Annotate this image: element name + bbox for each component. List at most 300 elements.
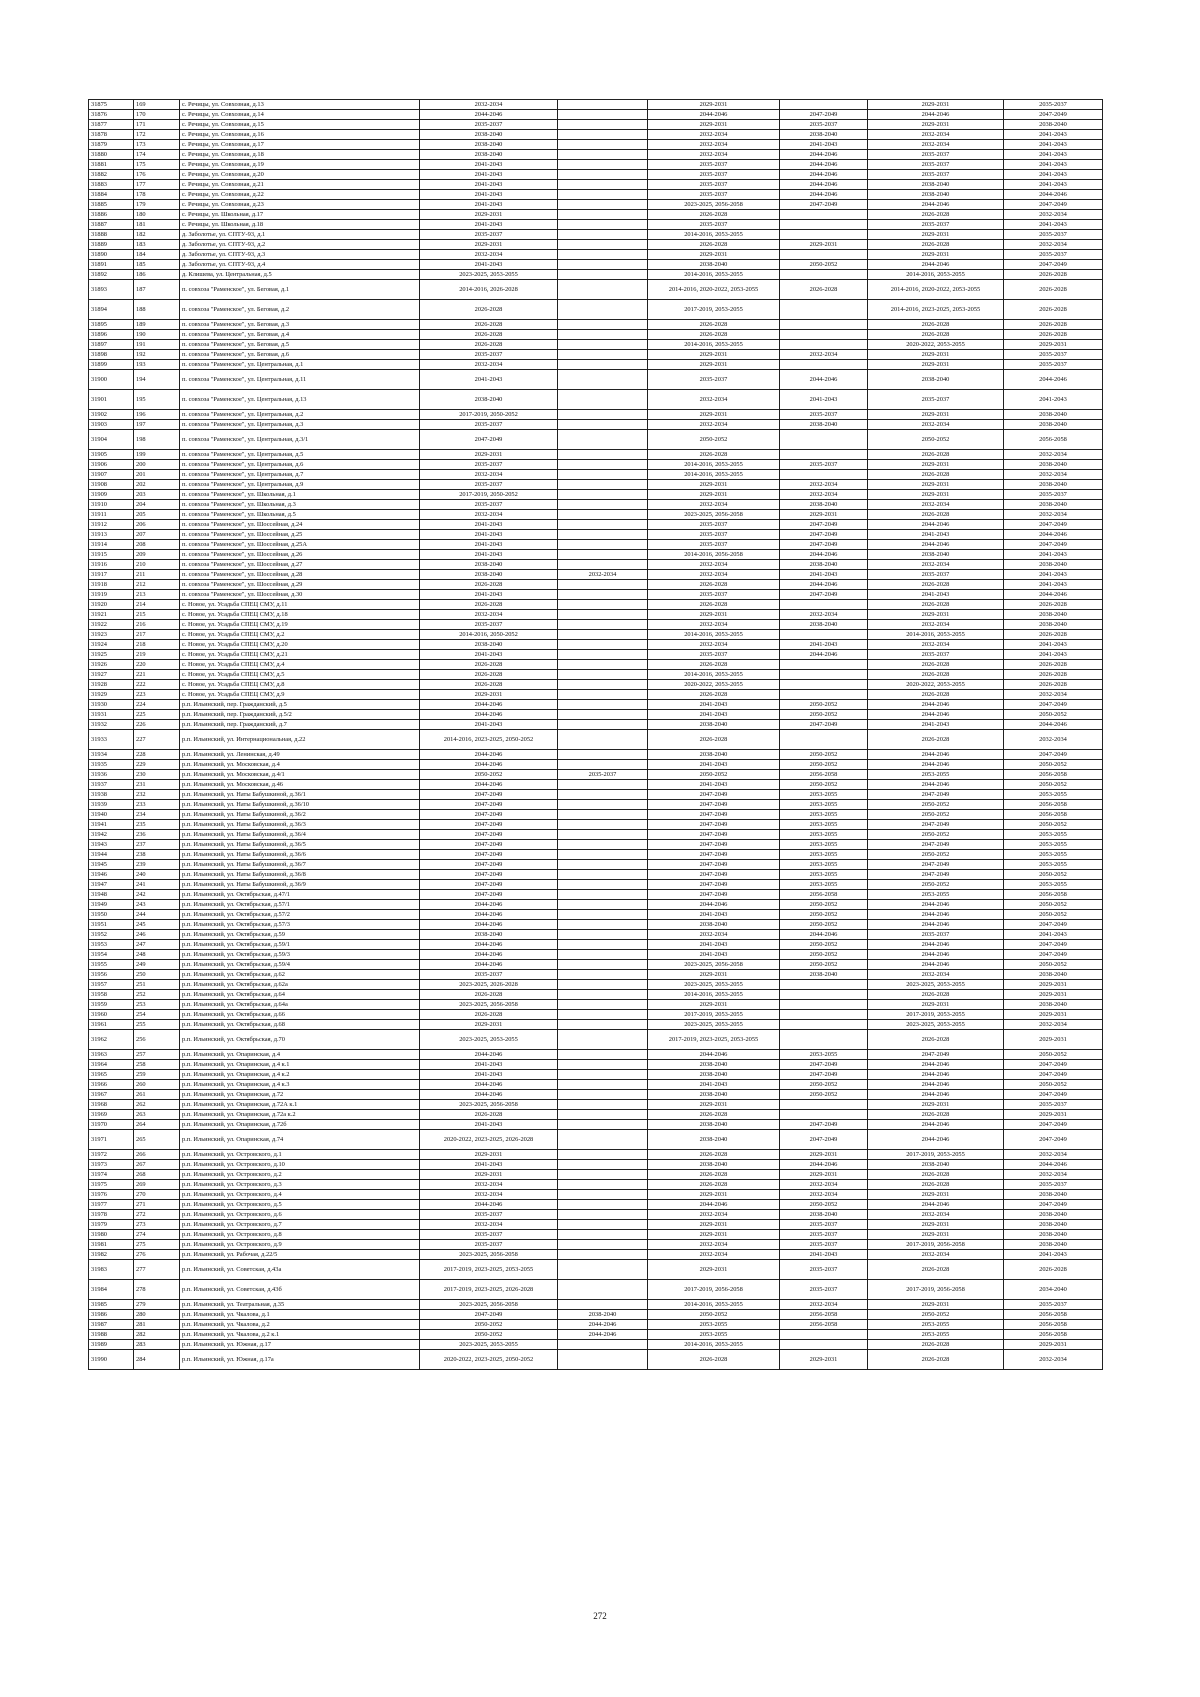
table-row — [89, 110, 1103, 120]
cell-period-3: 2041-2043 — [648, 710, 780, 720]
cell-period-1: 2026-2028 — [420, 300, 558, 320]
cell-address: п. совхоза "Раменское", ул. Шоссейная, д.29 — [180, 580, 420, 590]
cell-row-id: 31977 — [89, 1200, 134, 1210]
cell-address: р.п. Ильинский, пер. Гражданский, д.7 — [180, 720, 420, 730]
cell-period-2 — [558, 460, 648, 470]
cell-period-3: 2017-2019, 2023-2025, 2053-2055 — [648, 1030, 780, 1050]
cell-period-4 — [780, 1110, 868, 1120]
cell-period-2 — [558, 800, 648, 810]
cell-period-5: 2047-2049 — [868, 790, 1004, 800]
table-row — [89, 1050, 1103, 1060]
cell-period-1: 2041-2043 — [420, 220, 558, 230]
cell-period-6: 2053-2055 — [1004, 830, 1103, 840]
cell-address: п. совхоза "Раменское", ул. Школьная, д.1 — [180, 490, 420, 500]
cell-period-5: 2017-2019, 2056-2058 — [868, 1280, 1004, 1300]
cell-row-id: 31937 — [89, 780, 134, 790]
cell-row-id: 31958 — [89, 990, 134, 1000]
cell-period-2: 2035-2037 — [558, 770, 648, 780]
cell-period-6: 2038-2040 — [1004, 610, 1103, 620]
cell-row-id: 31876 — [89, 110, 134, 120]
cell-period-6: 2038-2040 — [1004, 460, 1103, 470]
cell-period-5: 2029-2031 — [868, 490, 1004, 500]
cell-period-1: 2044-2046 — [420, 900, 558, 910]
cell-item-number: 276 — [134, 1250, 180, 1260]
cell-row-id: 31976 — [89, 1190, 134, 1200]
cell-period-5: 2029-2031 — [868, 350, 1004, 360]
cell-address: п. совхоза "Раменское", ул. Центральная, д.11 — [180, 370, 420, 390]
cell-period-3: 2044-2046 — [648, 900, 780, 910]
cell-period-5: 2050-2052 — [868, 830, 1004, 840]
cell-period-5: 2038-2040 — [868, 1160, 1004, 1170]
cell-period-2 — [558, 1200, 648, 1210]
table-row — [89, 970, 1103, 980]
cell-period-1: 2017-2019, 2023-2025, 2053-2055 — [420, 1260, 558, 1280]
cell-item-number: 270 — [134, 1190, 180, 1200]
cell-row-id: 31938 — [89, 790, 134, 800]
cell-item-number: 261 — [134, 1090, 180, 1100]
cell-period-2 — [558, 980, 648, 990]
cell-period-3: 2047-2049 — [648, 820, 780, 830]
cell-period-2 — [558, 350, 648, 360]
cell-period-6: 2035-2037 — [1004, 250, 1103, 260]
cell-period-3: 2023-2025, 2056-2058 — [648, 200, 780, 210]
cell-period-1: 2047-2049 — [420, 880, 558, 890]
cell-period-1: 2044-2046 — [420, 750, 558, 760]
cell-item-number: 217 — [134, 630, 180, 640]
cell-item-number: 180 — [134, 210, 180, 220]
cell-period-3: 2032-2034 — [648, 420, 780, 430]
cell-period-5: 2050-2052 — [868, 1310, 1004, 1320]
table-row — [89, 390, 1103, 410]
table-row — [89, 840, 1103, 850]
cell-address: п. совхоза "Раменское", ул. Центральная, д.2 — [180, 410, 420, 420]
cell-period-2 — [558, 230, 648, 240]
cell-row-id: 31883 — [89, 180, 134, 190]
cell-address: п. совхоза "Раменское", ул. Шоссейная, д.26 — [180, 550, 420, 560]
cell-period-3: 2029-2031 — [648, 610, 780, 620]
cell-period-1: 2041-2043 — [420, 200, 558, 210]
cell-period-4: 2038-2040 — [780, 500, 868, 510]
cell-period-4: 2044-2046 — [780, 160, 868, 170]
cell-item-number: 279 — [134, 1300, 180, 1310]
cell-address: р.п. Ильинский, ул. Островского, д.6 — [180, 1210, 420, 1220]
cell-item-number: 198 — [134, 430, 180, 450]
cell-period-5: 2029-2031 — [868, 1230, 1004, 1240]
cell-period-3: 2029-2031 — [648, 970, 780, 980]
cell-period-2 — [558, 1070, 648, 1080]
cell-period-4: 2050-2052 — [780, 700, 868, 710]
cell-period-6: 2026-2028 — [1004, 1260, 1103, 1280]
cell-row-id: 31934 — [89, 750, 134, 760]
cell-period-3: 2038-2040 — [648, 1070, 780, 1080]
cell-period-5: 2047-2049 — [868, 1050, 1004, 1060]
cell-period-6: 2035-2037 — [1004, 1180, 1103, 1190]
cell-period-1: 2047-2049 — [420, 810, 558, 820]
cell-period-2 — [558, 1150, 648, 1160]
cell-period-6: 2041-2043 — [1004, 220, 1103, 230]
cell-period-3: 2038-2040 — [648, 1130, 780, 1150]
cell-period-1: 2020-2022, 2023-2025, 2050-2052 — [420, 1350, 558, 1370]
cell-period-6: 2050-2052 — [1004, 780, 1103, 790]
cell-item-number: 209 — [134, 550, 180, 560]
cell-item-number: 236 — [134, 830, 180, 840]
cell-period-4: 2038-2040 — [780, 130, 868, 140]
cell-period-2 — [558, 640, 648, 650]
cell-period-4: 2041-2043 — [780, 640, 868, 650]
cell-period-1: 2038-2040 — [420, 640, 558, 650]
cell-period-6: 2032-2034 — [1004, 690, 1103, 700]
cell-item-number: 212 — [134, 580, 180, 590]
cell-address: д. Клишева, ул. Центральная, д.5 — [180, 270, 420, 280]
cell-period-5: 2044-2046 — [868, 910, 1004, 920]
cell-period-5: 2053-2055 — [868, 1320, 1004, 1330]
cell-period-5: 2038-2040 — [868, 550, 1004, 560]
cell-address: с. Речицы, ул. Совхозная, д.16 — [180, 130, 420, 140]
cell-row-id: 31952 — [89, 930, 134, 940]
cell-address: с. Речицы, ул. Совхозная, д.23 — [180, 200, 420, 210]
cell-period-4: 2044-2046 — [780, 370, 868, 390]
cell-period-1: 2041-2043 — [420, 1120, 558, 1130]
cell-address: р.п. Ильинский, ул. Октябрьская, д.64 — [180, 990, 420, 1000]
cell-period-3: 2038-2040 — [648, 260, 780, 270]
cell-address: р.п. Ильинский, ул. Чкалова, д.2 к.1 — [180, 1330, 420, 1340]
cell-period-4: 2032-2034 — [780, 1190, 868, 1200]
cell-period-5: 2026-2028 — [868, 1180, 1004, 1190]
cell-item-number: 237 — [134, 840, 180, 850]
cell-row-id: 31896 — [89, 330, 134, 340]
table-row — [89, 430, 1103, 450]
cell-period-1: 2026-2028 — [420, 330, 558, 340]
cell-item-number: 239 — [134, 860, 180, 870]
cell-period-3: 2029-2031 — [648, 100, 780, 110]
cell-address: р.п. Ильинский, ул. Южная, д.17а — [180, 1350, 420, 1370]
cell-row-id: 31967 — [89, 1090, 134, 1100]
cell-address: п. совхоза "Раменское", ул. Центральная, д.3/1 — [180, 430, 420, 450]
table-row — [89, 1230, 1103, 1240]
cell-row-id: 31892 — [89, 270, 134, 280]
cell-row-id: 31891 — [89, 260, 134, 270]
cell-period-5: 2026-2028 — [868, 320, 1004, 330]
cell-address: п. совхоза "Раменское", ул. Центральная, д.5 — [180, 450, 420, 460]
cell-period-4: 2050-2052 — [780, 910, 868, 920]
cell-period-6: 2038-2040 — [1004, 1000, 1103, 1010]
cell-address: с. Новое, ул. Усадьба СПЕЦ СМУ, д.9 — [180, 690, 420, 700]
cell-period-1: 2044-2046 — [420, 1090, 558, 1100]
cell-address: д. Заболотье, ул. СПТУ-93, д.3 — [180, 250, 420, 260]
cell-period-4: 2038-2040 — [780, 560, 868, 570]
housing-repair-schedule-table — [88, 99, 1103, 1370]
cell-period-2 — [558, 670, 648, 680]
cell-row-id: 31986 — [89, 1310, 134, 1320]
cell-address: р.п. Ильинский, ул. Опаринская, д.72А к.1 — [180, 1100, 420, 1110]
cell-address: с. Речицы, ул. Совхозная, д.20 — [180, 170, 420, 180]
table-row — [89, 820, 1103, 830]
cell-period-1: 2041-2043 — [420, 190, 558, 200]
cell-period-5: 2017-2019, 2056-2058 — [868, 1240, 1004, 1250]
table-row — [89, 500, 1103, 510]
cell-period-2 — [558, 940, 648, 950]
cell-period-4 — [780, 360, 868, 370]
cell-address: п. совхоза "Раменское", ул. Беговая, д.6 — [180, 350, 420, 360]
table-row — [89, 1210, 1103, 1220]
cell-period-3: 2032-2034 — [648, 500, 780, 510]
table-row — [89, 890, 1103, 900]
cell-period-1: 2044-2046 — [420, 960, 558, 970]
cell-period-1: 2041-2043 — [420, 650, 558, 660]
cell-item-number: 246 — [134, 930, 180, 940]
cell-period-6: 2050-2052 — [1004, 870, 1103, 880]
cell-period-4: 2044-2046 — [780, 1160, 868, 1170]
cell-period-5: 2029-2031 — [868, 360, 1004, 370]
cell-item-number: 177 — [134, 180, 180, 190]
cell-period-4 — [780, 320, 868, 330]
cell-period-3: 2047-2049 — [648, 880, 780, 890]
cell-period-5: 2044-2046 — [868, 780, 1004, 790]
cell-period-3: 2032-2034 — [648, 140, 780, 150]
cell-period-6: 2032-2034 — [1004, 730, 1103, 750]
cell-period-1: 2041-2043 — [420, 1070, 558, 1080]
cell-period-2 — [558, 410, 648, 420]
cell-item-number: 241 — [134, 880, 180, 890]
cell-row-id: 31924 — [89, 640, 134, 650]
cell-address: р.п. Ильинский, ул. Октябрьская, д.64а — [180, 1000, 420, 1010]
cell-period-3: 2026-2028 — [648, 1170, 780, 1180]
cell-period-6: 2035-2037 — [1004, 100, 1103, 110]
cell-row-id: 31912 — [89, 520, 134, 530]
cell-period-1: 2029-2031 — [420, 1170, 558, 1180]
cell-period-2 — [558, 490, 648, 500]
cell-item-number: 252 — [134, 990, 180, 1000]
cell-period-6: 2044-2046 — [1004, 1160, 1103, 1170]
cell-address: р.п. Ильинский, ул. Октябрьская, д.59/3 — [180, 950, 420, 960]
cell-period-3: 2026-2028 — [648, 320, 780, 330]
table-body — [89, 100, 1103, 1370]
cell-period-4: 2053-2055 — [780, 820, 868, 830]
cell-period-6: 2026-2028 — [1004, 270, 1103, 280]
cell-row-id: 31965 — [89, 1070, 134, 1080]
cell-period-2 — [558, 590, 648, 600]
cell-item-number: 238 — [134, 850, 180, 860]
cell-period-1: 2041-2043 — [420, 520, 558, 530]
cell-period-3: 2044-2046 — [648, 1200, 780, 1210]
cell-period-2 — [558, 730, 648, 750]
table-row — [89, 1100, 1103, 1110]
cell-period-4 — [780, 450, 868, 460]
table-row — [89, 1340, 1103, 1350]
cell-period-6: 2044-2046 — [1004, 590, 1103, 600]
cell-period-1: 2026-2028 — [420, 580, 558, 590]
cell-period-2 — [558, 1060, 648, 1070]
cell-address: р.п. Ильинский, ул. Октябрьская, д.59 — [180, 930, 420, 940]
cell-period-5: 2035-2037 — [868, 390, 1004, 410]
cell-row-id: 31961 — [89, 1020, 134, 1030]
cell-period-5: 2035-2037 — [868, 930, 1004, 940]
cell-period-2 — [558, 780, 648, 790]
cell-item-number: 235 — [134, 820, 180, 830]
cell-period-4: 2056-2058 — [780, 1310, 868, 1320]
cell-period-1: 2029-2031 — [420, 210, 558, 220]
cell-period-5: 2044-2046 — [868, 700, 1004, 710]
cell-row-id: 31987 — [89, 1320, 134, 1330]
cell-item-number: 178 — [134, 190, 180, 200]
cell-period-1: 2035-2037 — [420, 350, 558, 360]
cell-period-2 — [558, 210, 648, 220]
cell-period-6: 2026-2028 — [1004, 600, 1103, 610]
cell-period-4: 2044-2046 — [780, 190, 868, 200]
cell-row-id: 31903 — [89, 420, 134, 430]
cell-period-1: 2041-2043 — [420, 1160, 558, 1170]
cell-period-3: 2044-2046 — [648, 1050, 780, 1060]
cell-period-6: 2041-2043 — [1004, 160, 1103, 170]
cell-item-number: 264 — [134, 1120, 180, 1130]
cell-period-5: 2035-2037 — [868, 220, 1004, 230]
cell-row-id: 31875 — [89, 100, 134, 110]
table-row — [89, 680, 1103, 690]
cell-period-1: 2047-2049 — [420, 860, 558, 870]
cell-address: п. совхоза "Раменское", ул. Беговая, д.4 — [180, 330, 420, 340]
cell-row-id: 31895 — [89, 320, 134, 330]
table-row — [89, 350, 1103, 360]
cell-address: с. Новое, ул. Усадьба СПЕЦ СМУ, д.21 — [180, 650, 420, 660]
cell-item-number: 234 — [134, 810, 180, 820]
cell-period-2: 2044-2046 — [558, 1320, 648, 1330]
table-row — [89, 960, 1103, 970]
cell-address: р.п. Ильинский, ул. Театральная, д.35 — [180, 1300, 420, 1310]
cell-period-3: 2026-2028 — [648, 1110, 780, 1120]
table-row — [89, 480, 1103, 490]
table-row — [89, 630, 1103, 640]
cell-period-3: 2029-2031 — [648, 410, 780, 420]
cell-period-1: 2029-2031 — [420, 450, 558, 460]
cell-address: п. совхоза "Раменское", ул. Шоссейная, д.24 — [180, 520, 420, 530]
cell-period-3: 2038-2040 — [648, 1060, 780, 1070]
cell-period-5: 2050-2052 — [868, 880, 1004, 890]
cell-period-5: 2032-2034 — [868, 420, 1004, 430]
cell-period-2 — [558, 430, 648, 450]
cell-item-number: 266 — [134, 1150, 180, 1160]
table-row — [89, 1080, 1103, 1090]
table-row — [89, 1300, 1103, 1310]
table-row — [89, 650, 1103, 660]
cell-row-id: 31915 — [89, 550, 134, 560]
cell-row-id: 31879 — [89, 140, 134, 150]
cell-row-id: 31929 — [89, 690, 134, 700]
cell-period-6: 2041-2043 — [1004, 390, 1103, 410]
cell-address: р.п. Ильинский, ул. Октябрьская, д.62 — [180, 970, 420, 980]
cell-period-6: 2041-2043 — [1004, 1250, 1103, 1260]
cell-period-3: 2026-2028 — [648, 600, 780, 610]
cell-period-6: 2041-2043 — [1004, 570, 1103, 580]
cell-period-2 — [558, 790, 648, 800]
cell-period-6: 2034-2040 — [1004, 1280, 1103, 1300]
cell-period-3: 2032-2034 — [648, 390, 780, 410]
cell-period-5: 2026-2028 — [868, 990, 1004, 1000]
cell-period-1: 2044-2046 — [420, 1200, 558, 1210]
cell-period-3: 2029-2031 — [648, 490, 780, 500]
cell-period-3: 2035-2037 — [648, 160, 780, 170]
cell-period-4: 2044-2046 — [780, 170, 868, 180]
cell-item-number: 249 — [134, 960, 180, 970]
cell-item-number: 240 — [134, 870, 180, 880]
table-row — [89, 1240, 1103, 1250]
cell-address: р.п. Ильинский, ул. Опаринская, д.72а к.2 — [180, 1110, 420, 1120]
cell-address: р.п. Ильинский, ул. Наты Бабушкиной, д.36/4 — [180, 830, 420, 840]
cell-address: р.п. Ильинский, ул. Московская, д.4 — [180, 760, 420, 770]
cell-period-2 — [558, 880, 648, 890]
cell-period-1: 2044-2046 — [420, 110, 558, 120]
cell-period-5: 2029-2031 — [868, 1220, 1004, 1230]
cell-period-1: 2035-2037 — [420, 120, 558, 130]
cell-period-2 — [558, 1340, 648, 1350]
cell-period-2 — [558, 1250, 648, 1260]
cell-period-1: 2014-2016, 2026-2028 — [420, 280, 558, 300]
cell-address: с. Речицы, ул. Школьная, д.18 — [180, 220, 420, 230]
cell-period-4 — [780, 690, 868, 700]
cell-period-4 — [780, 300, 868, 320]
cell-period-5: 2029-2031 — [868, 480, 1004, 490]
cell-period-3: 2041-2043 — [648, 1080, 780, 1090]
cell-period-5: 2029-2031 — [868, 230, 1004, 240]
cell-period-6: 2047-2049 — [1004, 1090, 1103, 1100]
cell-period-4: 2032-2034 — [780, 610, 868, 620]
cell-row-id: 31931 — [89, 710, 134, 720]
cell-item-number: 201 — [134, 470, 180, 480]
cell-period-6: 2029-2031 — [1004, 1010, 1103, 1020]
table-row — [89, 1220, 1103, 1230]
cell-item-number: 259 — [134, 1070, 180, 1080]
cell-period-6: 2053-2055 — [1004, 860, 1103, 870]
cell-address: п. совхоза "Раменское", ул. Центральная, д.7 — [180, 470, 420, 480]
cell-address: р.п. Ильинский, ул. Октябрьская, д.70 — [180, 1030, 420, 1050]
cell-period-3: 2047-2049 — [648, 890, 780, 900]
cell-period-5: 2047-2049 — [868, 840, 1004, 850]
cell-period-2 — [558, 990, 648, 1000]
cell-address: п. совхоза "Раменское", ул. Шоссейная, д.25 — [180, 530, 420, 540]
cell-row-id: 31878 — [89, 130, 134, 140]
cell-period-6: 2050-2052 — [1004, 900, 1103, 910]
table-row — [89, 370, 1103, 390]
cell-period-6: 2050-2052 — [1004, 710, 1103, 720]
cell-period-5: 2032-2034 — [868, 1250, 1004, 1260]
cell-address: р.п. Ильинский, ул. Наты Бабушкиной, д.36/1 — [180, 790, 420, 800]
cell-period-4: 2044-2046 — [780, 580, 868, 590]
cell-period-6: 2053-2055 — [1004, 790, 1103, 800]
cell-period-1: 2038-2040 — [420, 560, 558, 570]
cell-period-5: 2026-2028 — [868, 730, 1004, 750]
cell-item-number: 207 — [134, 530, 180, 540]
cell-period-2 — [558, 1210, 648, 1220]
cell-period-4: 2035-2037 — [780, 410, 868, 420]
cell-period-2 — [558, 840, 648, 850]
cell-period-1: 2032-2034 — [420, 250, 558, 260]
cell-period-4 — [780, 470, 868, 480]
cell-row-id: 31901 — [89, 390, 134, 410]
cell-row-id: 31990 — [89, 1350, 134, 1370]
table-row — [89, 1130, 1103, 1150]
cell-item-number: 183 — [134, 240, 180, 250]
cell-address: р.п. Ильинский, ул. Советская, д.43а — [180, 1260, 420, 1280]
cell-row-id: 31926 — [89, 660, 134, 670]
cell-item-number: 277 — [134, 1260, 180, 1280]
cell-period-3: 2044-2046 — [648, 110, 780, 120]
cell-period-2 — [558, 750, 648, 760]
cell-item-number: 174 — [134, 150, 180, 160]
table-row — [89, 980, 1103, 990]
cell-period-6: 2029-2031 — [1004, 1340, 1103, 1350]
cell-period-2 — [558, 760, 648, 770]
cell-period-1: 2023-2025, 2053-2055 — [420, 1030, 558, 1050]
cell-period-4: 2044-2046 — [780, 930, 868, 940]
